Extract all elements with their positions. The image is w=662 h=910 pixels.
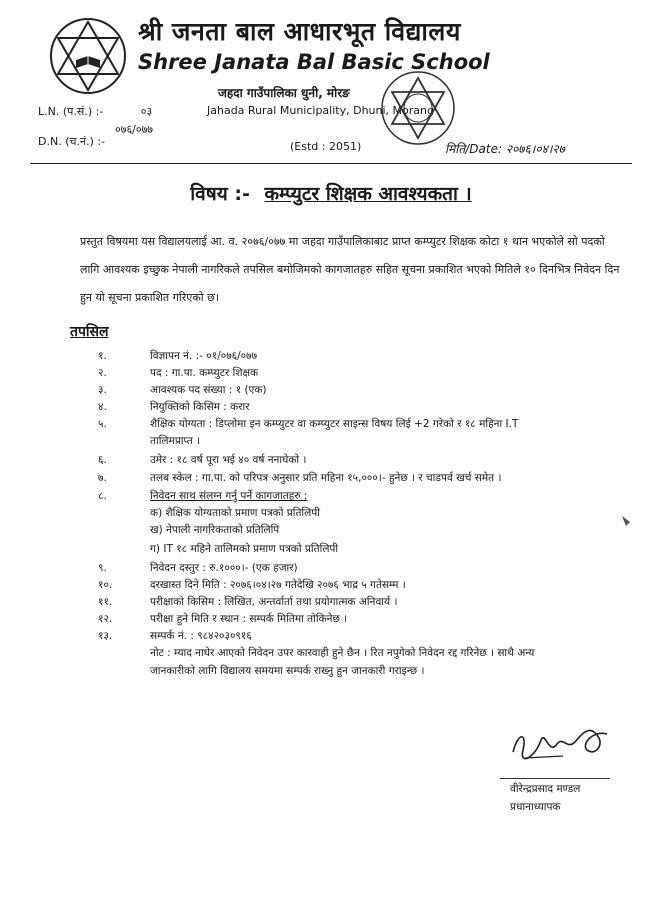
item-text: जानकारीको लागि विद्यालय समयमा सम्पर्क राख्नु हुन जानकारी गराइन्छ । — [150, 665, 425, 677]
date-value: २०७६।०४।२७ — [505, 142, 565, 156]
item-number: ८. — [98, 490, 107, 502]
address-nepali: जहदा गाउँपालिका धुनी, मोरङ — [218, 86, 350, 100]
item-number: ९. — [98, 562, 107, 574]
item-text: ग) IT १८ महिने तालिमको प्रमाण पत्रको प्रतिलिपी — [150, 543, 339, 555]
item-number: ५. — [98, 418, 107, 430]
signatory-title: प्रधानाध्यापक — [510, 801, 561, 813]
letter-number — [38, 104, 152, 119]
item-number: ७. — [98, 472, 107, 484]
header-divider — [30, 163, 632, 164]
item-number: ३. — [98, 384, 107, 396]
item-text: विज्ञापन नं. :- ०१/०७६/०७७ — [150, 350, 258, 362]
date-label: मिति/Date: — [445, 142, 502, 156]
scan-speck-icon — [620, 512, 640, 532]
item-text: सम्पर्क नं. : ९८४२०३०९१६ — [150, 630, 252, 642]
item-text: दरखास्त दिने मिति : २०७६।०४।२७ गतेदेखि २०७६ भाद्र ५ गतेसम्म । — [150, 579, 406, 591]
subject-line — [0, 180, 662, 206]
item-number: १०. — [98, 579, 113, 591]
fiscal-year: ०७६/०७७ — [115, 123, 154, 136]
item-text: पद : गा.पा. कम्प्युटर शिक्षक — [150, 367, 259, 379]
letter-number-value: ०३ — [140, 105, 153, 118]
subject-text: कम्प्युटर शिक्षक आवश्यकता । — [264, 183, 472, 205]
school-name-english: Shree Janata Bal Basic School — [138, 50, 490, 74]
item-number: ४. — [98, 401, 107, 413]
intro-paragraph: प्रस्तुत विषयमा यस विद्यालयलाई आ. व. २०७६/०७७ मा जहदा गाउँपालिकाबाट प्राप्त कम्प्युटर शिक्षक कोटा १ थान भएकोले सो पदको लागि आवश्यक इच्छुक नेपाली नागरिकले तपसिल बमोजिमको कागजातहरु सहित सूचना प्रकाशित भएको मितिले १० दिनभित्र निवेदन दिन हुन यो सूचना प्रकाशित गरिएको छ। — [80, 235, 620, 304]
item-text: आवश्यक पद संख्या : १ (एक) — [150, 384, 267, 396]
subject-label: विषय :- — [190, 183, 250, 205]
item-text: निवेदन साथ संलग्न गर्नु पर्ने कागजातहरु : — [150, 490, 308, 502]
item-text: परीक्षा हुने मिति र स्थान : सम्पर्क मितिमा तोकिनेछ । — [150, 613, 348, 625]
school-name-nepali: श्री जनता बाल आधारभूत विद्यालय — [138, 17, 461, 46]
dispatch-number-label: D.N. (च.नं.) :- — [38, 135, 106, 148]
item-number: २. — [98, 367, 107, 379]
item-text: निवेदन दस्तुर : रु.१०००।- (एक हजार) — [150, 562, 298, 574]
item-text: परीक्षाको किसिम : लिखित, अन्तर्वार्ता तथा प्रयोगात्मक अनिवार्य । — [150, 596, 398, 608]
item-number: १२. — [98, 613, 113, 625]
signature-image — [505, 710, 615, 770]
school-logo-icon — [48, 16, 128, 96]
letter-number-label: L.N. (प.सं.) :- — [38, 105, 104, 118]
item-text: तालिमप्राप्त । — [150, 435, 201, 447]
details-heading: तपसिल — [70, 324, 109, 340]
item-text: क) शैक्षिक योग्यताको प्रमाण पत्रको प्रतिलिपी — [150, 507, 320, 519]
letter-date — [445, 140, 565, 157]
item-number: ११. — [98, 596, 113, 608]
item-text: तलब स्केल : गा.पा. को परिपत्र अनुसार प्रति महिना १५,०००।- हुनेछ । र चाडपर्व खर्च समेत । — [150, 472, 502, 484]
signatory-name: वीरेन्द्रप्रसाद मण्डल — [510, 783, 581, 795]
item-text: शैक्षिक योग्यता : डिप्लोमा इन कम्प्युटर वा कम्प्युटर साइन्स विषय लिई +2 गरेको र १८ महिना I.T — [150, 418, 519, 430]
established-year: (Estd : 2051) — [290, 140, 362, 153]
item-number: १३. — [98, 630, 113, 642]
item-text: उमेर : १८ वर्ष पूरा भई ४० वर्ष ननाघेको । — [150, 454, 307, 466]
item-text: नोट : म्याद नाघेर आएको निवेदन उपर कारवाही हुने छैन । रित नपुगेको निवेदन रद्द गरिनेछ । साथै अन्य — [150, 647, 535, 659]
item-text: ख) नेपाली नागरिकताको प्रतिलिपि — [150, 524, 280, 536]
address-english: Jahada Rural Municipality, Dhuni, Morang — [207, 104, 434, 117]
item-text: नियुक्तिको किसिम : करार — [150, 401, 250, 413]
item-number: ६. — [98, 454, 107, 466]
dispatch-number — [38, 134, 105, 149]
school-seal-stamp — [378, 68, 458, 148]
item-number: १. — [98, 350, 107, 362]
signature-line — [500, 778, 610, 779]
